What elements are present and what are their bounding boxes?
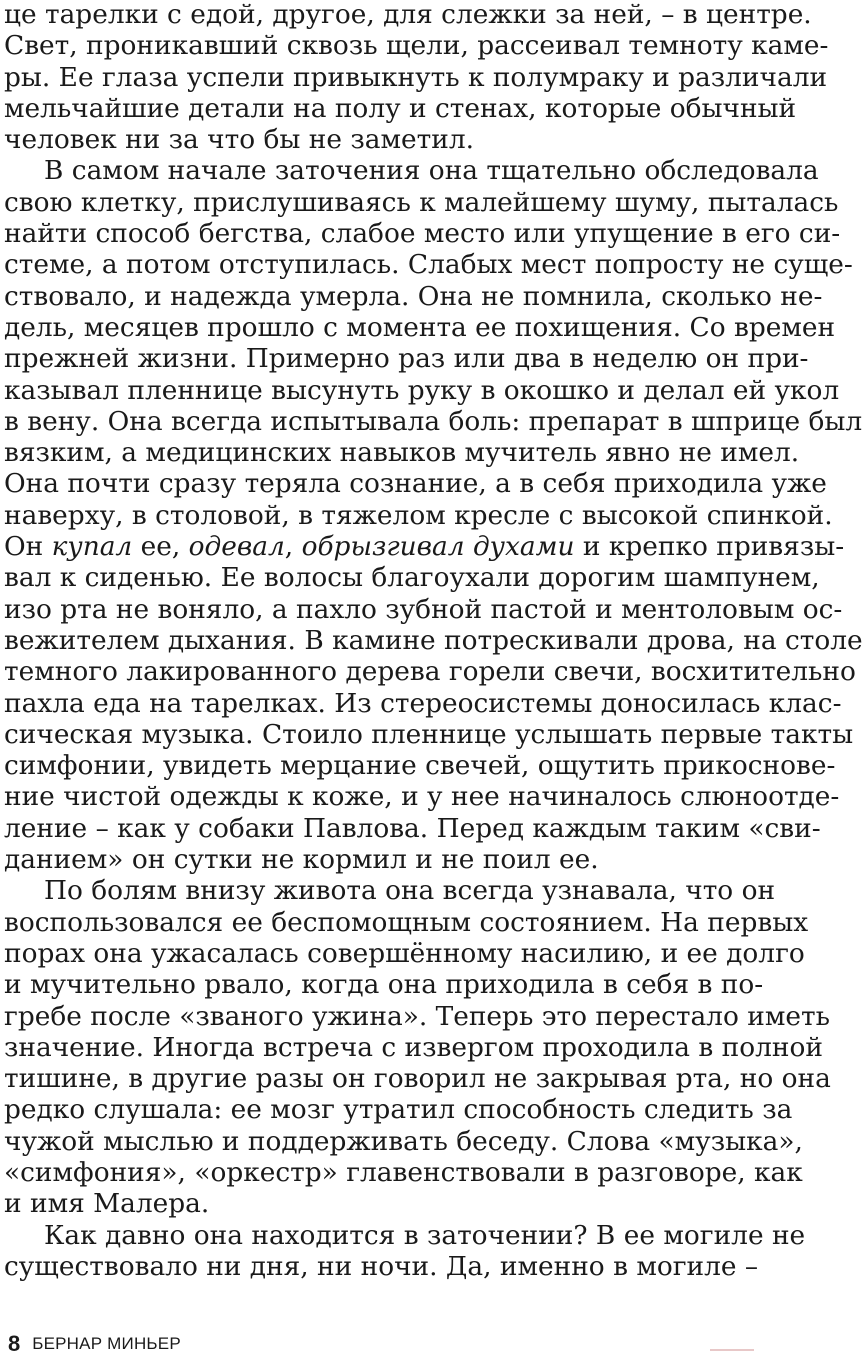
text-line: це тарелки с едой, другое, для слежки за ней, – в центре.	[4, 0, 812, 30]
text-line: в вену. Она всегда испытывала боль: препарат в шприце был	[4, 405, 863, 437]
italic-text: купал	[51, 531, 133, 563]
text-line: «симфония», «оркестр» главенствовали в разговоре, как	[4, 1156, 803, 1188]
text-line: воспользовался ее беспомощным состоянием. На первых	[4, 906, 809, 938]
body-text	[4, 0, 863, 1282]
text-line: Свет, проникавший сквозь щели, рассеивал темноту каме-	[4, 30, 829, 62]
text-line: порах она ужасалась совершённому насилию, и ее долго	[4, 937, 805, 969]
text-line: ры. Ее глаза успели привыкнуть к полумраку и различали	[4, 61, 828, 93]
page-footer	[8, 1331, 760, 1357]
text-line: вязким, а медицинских навыков мучитель явно не имел.	[4, 437, 800, 469]
text-line: и мучительно рвало, когда она приходила в себя в по-	[4, 969, 764, 1001]
text-run: ее,	[132, 531, 189, 563]
paragraph-1	[4, 0, 829, 156]
text-line: человек ни за что бы не заметил.	[4, 124, 474, 156]
page-number: 8	[8, 1331, 21, 1356]
running-head-author: БЕРНАР МИНЬЕР	[32, 1334, 181, 1353]
book-page	[4, 0, 863, 1360]
text-line: найти способ бегства, слабое место или упущение в его си-	[4, 218, 841, 250]
text-line: дель, месяцев прошло с момента ее похищения. Со времен	[4, 311, 836, 343]
text-line: вежителем дыхания. В камине потрескивали дрова, на столе	[4, 624, 863, 656]
text-line: В самом начале заточения она тщательно обследовала	[44, 155, 819, 187]
text-line: редко слушала: ее мозг утратил способность следить за	[4, 1094, 793, 1126]
italic-text: одевал	[188, 531, 285, 563]
text-line: значение. Иногда встреча с извергом проходила в полной	[4, 1031, 823, 1063]
text-line: вал к сиденью. Ее волосы благоухали дорогим шампунем,	[4, 562, 820, 594]
italic-text: обрызгивал духами	[301, 531, 575, 563]
text-line: свою клетку, прислушиваясь к малейшему шуму, пыталась	[4, 186, 839, 218]
text-line: и имя Малера.	[4, 1188, 210, 1220]
text-line: ние чистой одежды к коже, и у нее начиналось слюноотде-	[4, 781, 840, 813]
text-run: ,	[284, 531, 302, 563]
text-line: существовало ни дня, ни ночи. Да, именно в могиле –	[4, 1250, 759, 1282]
text-line-with-italics	[4, 531, 845, 563]
text-line: Она почти сразу теряла сознание, а в себя приходила уже	[4, 468, 827, 500]
text-line: тишине, в другие разы он говорил не закрывая рта, но она	[4, 1063, 831, 1095]
text-line: стеме, а потом отступилась. Слабых мест попросту не суще-	[4, 249, 853, 281]
text-line: сическая музыка. Стоило пленнице услышать первые такты	[4, 718, 854, 750]
text-line: мельчайшие детали на полу и стенах, которые обычный	[4, 92, 797, 124]
text-line: чужой мыслью и поддерживать беседу. Слова «музыка»,	[4, 1125, 803, 1157]
text-line: казывал пленнице высунуть руку в окошко и делал ей укол	[4, 374, 840, 406]
text-line: ствовало, и надежда умерла. Она не помнила, сколько не-	[4, 280, 823, 312]
text-line: Как давно она находится в заточении? В ее могиле не	[44, 1219, 806, 1251]
text-line: гребе после «званого ужина». Теперь это перестало иметь	[4, 1000, 830, 1032]
text-line: наверху, в столовой, в тяжелом кресле с высокой спинкой.	[4, 499, 833, 531]
text-line: ление – как у собаки Павлова. Перед каждым таким «сви-	[4, 812, 821, 844]
footer-decoration	[710, 1349, 754, 1351]
paragraph-2	[4, 155, 863, 876]
text-line: изо рта не воняло, а пахло зубной пастой и ментоловым ос-	[4, 593, 843, 625]
text-line: темного лакированного дерева горели свечи, восхитительно	[4, 656, 856, 688]
paragraph-3	[4, 875, 831, 1220]
text-line: данием» он сутки не кормил и не поил ее.	[4, 844, 599, 876]
text-line: симфонии, увидеть мерцание свечей, ощутить прикоснове-	[4, 750, 836, 782]
paragraph-4	[4, 1219, 806, 1283]
text-line: По болям внизу живота она всегда узнавала, что он	[44, 875, 776, 907]
text-line: прежней жизни. Примерно раз или два в неделю он при-	[4, 343, 809, 375]
text-line: пахла еда на тарелках. Из стереосистемы доносилась клас-	[4, 687, 842, 719]
text-run: Он	[4, 531, 52, 563]
text-run: и крепко привязы-	[574, 531, 845, 563]
